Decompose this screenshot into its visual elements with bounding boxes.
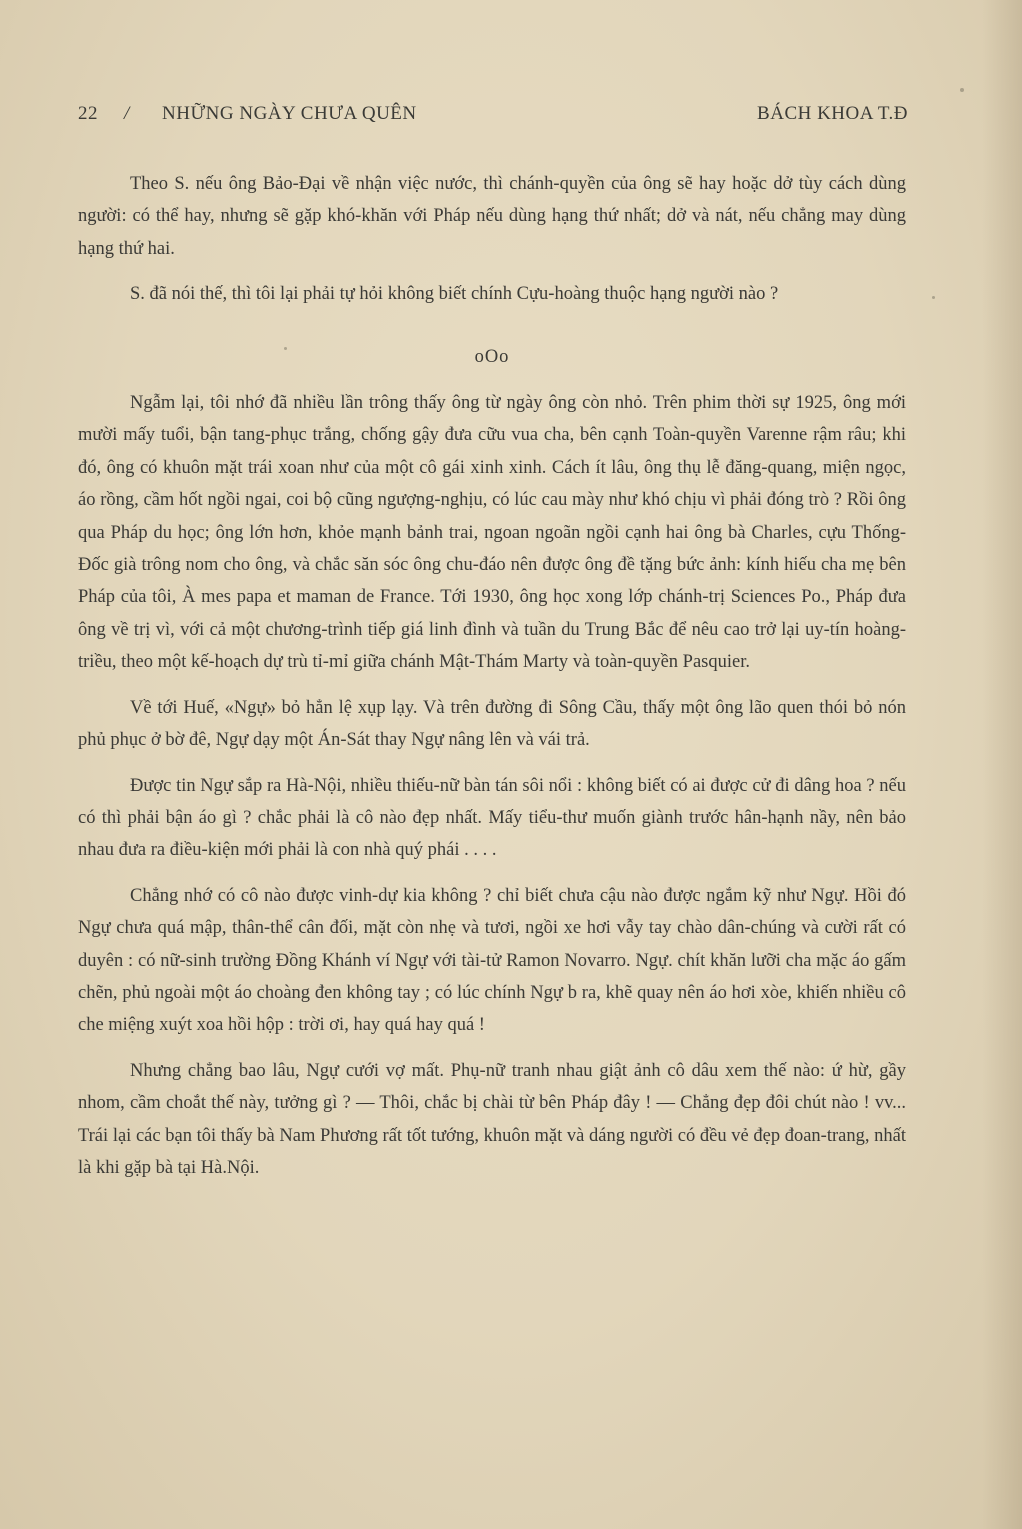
page-edge-shadow xyxy=(982,0,1022,1529)
paragraph: Được tin Ngự sắp ra Hà-Nội, nhiều thiếu-nữ bàn tán sôi nổi : không biết có ai được cử đi dâng hoa ? nếu có thì phải bận áo gì ? chắc phải là cô nào đẹp nhất. Mấy tiểu-thư muốn giành trước hân-hạnh nầy, nên bảo nhau đưa ra điều-kiện mới phải là con nhà quý phái . . . . xyxy=(78,775,906,861)
paragraph: Theo S. nếu ông Bảo-Đại về nhận việc nước, thì chánh-quyền của ông sẽ hay hoặc dở tùy cách dùng người: có thể hay, nhưng sẽ gặp khó-khăn với Pháp nếu dùng hạng thứ nhất; dở và nát, nếu chẳng may dùng hạng thứ hai. xyxy=(78,174,906,259)
header-separator: / xyxy=(124,103,130,124)
article-body xyxy=(78,168,906,1197)
paper-speck xyxy=(284,347,287,350)
paragraph: Ngẫm lại, tôi nhớ đã nhiều lần trông thấy ông từ ngày ông còn nhỏ. Trên phim thời sự 1925, ông mới mười mấy tuổi, bận tang-phục trắng, chống gậy đưa cữu vua cha, bên cạnh Toàn-quyền Varenne rậm râu; khi đó, ông có khuôn mặt trái xoan như của một cô gái xinh xinh. Cách ít lâu, ông thụ lễ đăng-quang, miện ngọc, áo rồng, cầm hốt ngồi ngai, coi bộ cũng ngượng-nghịu, có lúc cau mày như khó chịu vì phải đóng trò ? Rồi ông qua Pháp du học; ông lớn hơn, khỏe mạnh bảnh trai, ngoan ngoãn ngồi cạnh hai ông bà Charles, cựu Thống-Đốc già trông nom cho ông, và chắc săn sóc ông chu-đáo nên được ông đề tặng bức ảnh: kính hiếu cha mẹ bên Pháp của tôi, À mes papa et maman de France. Tới 1930, ông học xong lớp chánh-trị Sciences Po., Pháp đưa ông về trị vì, với cả một chương-trình tiếp giá linh đình và tuần du Trung Bắc để nêu cao trở lại uy-tín hoàng-triều, theo một kế-hoạch dự trù tỉ-mỉ giữa chánh Mật-Thám Marty và toàn-quyền Pasquier. xyxy=(78,393,906,673)
section-divider: oOo xyxy=(474,346,510,367)
page-number: 22 xyxy=(78,103,98,124)
paragraph: S. đã nói thế, thì tôi lại phải tự hỏi không biết chính Cựu-hoàng thuộc hạng người nào ? xyxy=(130,284,779,305)
paper-speck xyxy=(932,296,935,299)
paragraph: Về tới Huế, «Ngự» bỏ hẳn lệ xụp lạy. Và trên đường đi Sông Cầu, thấy một ông lão quen thói bỏ nón phủ phục ở bờ đê, Ngự dạy một Án-Sát thay Ngự nâng lên và vái trả. xyxy=(78,697,906,751)
paper-speck xyxy=(960,88,964,92)
running-header xyxy=(78,103,908,131)
paper-speck xyxy=(88,842,91,845)
running-title: NHỮNG NGÀY CHƯA QUÊN xyxy=(162,103,417,124)
paragraph: Chẳng nhớ có cô nào được vinh-dự kia không ? chỉ biết chưa cậu nào được ngắm kỹ như Ngự. Hồi đó Ngự chưa quá mập, thân-thể cân đối, mặt còn nhẹ và tươi, ngồi xe hơi vẫy tay chào dân-chúng và cười rất có duyên : có nữ-sinh trường Đồng Khánh ví Ngự với tài-tử Ramon Novarro. Ngự. chít khăn lưỡi cha mặc áo gấm chẽn, phủ ngoài một áo choàng đen không tay ; có lúc chính Ngự b ra, khẽ quay nên áo hơi xòe, khiến nhiều cô che miệng xuýt xoa hồi hộp : trời ơi, hay quá hay quá ! xyxy=(78,885,906,1036)
journal-name: BÁCH KHOA T.Đ xyxy=(757,103,908,124)
paragraph: Nhưng chẳng bao lâu, Ngự cưới vợ mất. Phụ-nữ tranh nhau giật ảnh cô dâu xem thế nào: ứ hừ, gầy nhom, cầm choắt thế này, tưởng gì ? — Thôi, chắc bị chài từ bên Pháp đây ! — Chẳng đẹp đôi chút nào ! vv... Trái lại các bạn tôi thấy bà Nam Phương rất tốt tướng, khuôn mặt và dáng người có đều vẻ đẹp đoan-trang, nhất là khi gặp bà tại Hà.Nội. xyxy=(78,1060,906,1178)
